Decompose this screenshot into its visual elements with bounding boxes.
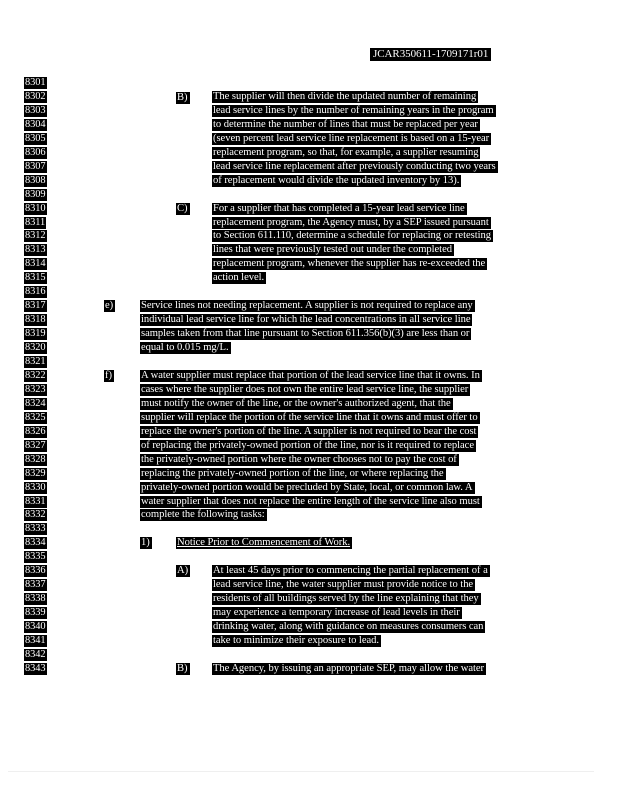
text-line: take to minimize their exposure to lead. (213, 635, 379, 646)
line-number: 8312 (25, 230, 46, 242)
line-number: 8325 (25, 411, 46, 423)
text-line: For a supplier that has completed a 15-year lead service line (213, 202, 465, 214)
text-line: individual lead service line for which the lead concentrations in all service line (141, 314, 471, 326)
text-line: of replacement would divide the updated inventory by 13). (213, 174, 460, 186)
line-number: 8331 (25, 495, 46, 507)
line-number: 8337 (25, 579, 46, 591)
line-number: 8310 (25, 202, 46, 214)
text-line: lines that were previously tested out under the completed (213, 244, 452, 256)
line-number: 8335 (25, 551, 46, 563)
line-number: 8306 (25, 146, 46, 158)
line-number: 8320 (25, 342, 46, 354)
text-line: replacement program, so that, for example, a supplier resuming (213, 146, 479, 158)
line-number: 8339 (25, 607, 46, 619)
text-line: to Section 611.110, determine a schedule for replacing or retesting (213, 230, 491, 242)
line-number: 8328 (25, 453, 46, 465)
text-line: lead service lines by the number of remaining years in the program (213, 104, 494, 116)
line-number: 8329 (25, 467, 46, 479)
text-line: replacement program, whenever the supplier has re-exceeded the (213, 258, 486, 270)
text-line: replacing the privately-owned portion of the line, or where replacing the (141, 467, 444, 479)
text-line: must notify the owner of the line, or the owner's authorized agent, that the (141, 397, 451, 409)
document-id: JCAR350611-1709171r01 (370, 48, 491, 61)
item-b-marker: B) (177, 92, 188, 103)
line-number: 8333 (25, 523, 46, 535)
line-number: 8323 (25, 383, 46, 395)
line-number: 8311 (25, 216, 46, 228)
line-number: 8332 (25, 509, 46, 521)
text-line: supplier will replace the portion of the service line that it owns and must offer to (141, 411, 478, 423)
line-number: 8303 (25, 104, 46, 116)
item-c-marker: C) (177, 203, 188, 214)
line-number: 8316 (25, 286, 46, 298)
text-line: may experience a temporary increase of lead levels in their (213, 607, 460, 619)
text-line: drinking water, along with guidance on measures consumers can (213, 621, 484, 632)
text-line: to determine the number of lines that must be replaced per year (213, 118, 478, 130)
line-number: 8317 (25, 300, 46, 312)
text-line: The Agency, by issuing an appropriate SEP, may allow the water (213, 662, 484, 674)
line-number: 8305 (25, 132, 46, 144)
line-number: 8307 (25, 160, 46, 172)
text-line: replace the owner's portion of the line. A supplier is not required to bear the cost (141, 425, 477, 437)
item-f1a-marker: A) (177, 565, 189, 576)
item-f1-marker: 1) (141, 537, 150, 548)
text-line: replacement program, the Agency must, by a SEP issued pursuant (213, 216, 489, 228)
line-number: 8314 (25, 258, 46, 270)
line-number: 8302 (25, 91, 46, 102)
text-line: complete the following tasks: (141, 509, 265, 521)
line-number: 8340 (25, 621, 46, 632)
text-line: water supplier that does not replace the entire length of the service line also must (141, 495, 480, 507)
footer-rule (8, 771, 594, 772)
text-line: A water supplier must replace that portion of the lead service line that it owns. In (141, 369, 480, 381)
line-number: 8324 (25, 397, 46, 409)
line-number: 8309 (25, 188, 46, 200)
text-line: Service lines not needing replacement. A supplier is not required to replace any (141, 300, 473, 312)
item-f-marker: f) (105, 370, 112, 381)
line-number: 8315 (25, 272, 46, 284)
line-number: 8321 (25, 356, 46, 367)
line-number: 8301 (25, 77, 46, 88)
line-number: 8308 (25, 174, 46, 186)
text-line: The supplier will then divide the updated number of remaining (213, 91, 477, 102)
text-line: action level. (213, 272, 265, 284)
line-number: 8327 (25, 439, 46, 451)
line-number: 8319 (25, 328, 46, 340)
line-number: 8343 (25, 662, 46, 674)
line-number: 8322 (25, 369, 46, 381)
text-line: cases where the supplier does not own the entire lead service line, the supplier (141, 383, 469, 395)
text-line: residents of all buildings served by the line explaining that they (213, 593, 479, 605)
line-number: 8304 (25, 118, 46, 130)
item-f1-heading: Notice Prior to Commencement of Work. (177, 537, 351, 548)
line-number: 8338 (25, 593, 46, 605)
line-number: 8330 (25, 481, 46, 493)
text-line: equal to 0.015 mg/L. (141, 342, 229, 354)
item-e-marker: e) (105, 300, 114, 311)
text-line: privately-owned portion would be precluded by State, local, or common law. A (141, 481, 473, 493)
text-line: lead service line replacement after previously conducting two years (213, 160, 496, 172)
line-number: 8336 (25, 565, 46, 577)
text-line: of replacing the privately-owned portion of the line, nor is it required to replace (141, 439, 474, 451)
text-line: the privately-owned portion where the owner chooses not to pay the cost of (141, 453, 457, 465)
text-line: samples taken from that line pursuant to Section 611.356(b)(3) are less than or (141, 328, 470, 340)
text-line: At least 45 days prior to commencing the partial replacement of a (213, 565, 488, 577)
text-line: lead service line, the water supplier must provide notice to the (213, 579, 474, 591)
line-number: 8341 (25, 635, 46, 646)
item-f1b-marker: B) (177, 663, 188, 674)
line-number: 8313 (25, 244, 46, 256)
line-number: 8342 (25, 648, 46, 660)
text-line: (seven percent lead service line replacement is based on a 15-year (213, 132, 490, 144)
line-number: 8334 (25, 537, 46, 549)
line-number: 8326 (25, 425, 46, 437)
line-number: 8318 (25, 314, 46, 326)
